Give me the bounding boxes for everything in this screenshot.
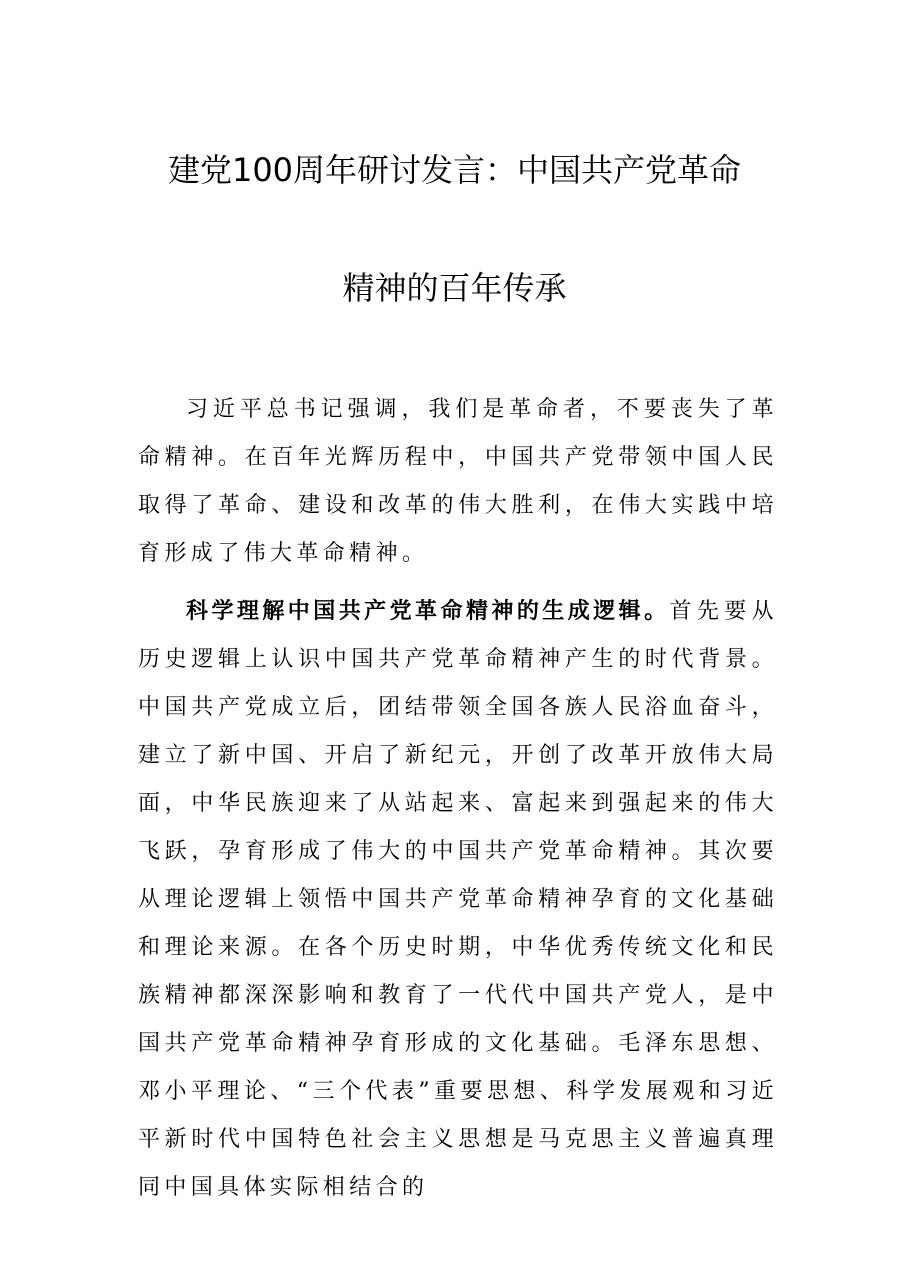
paragraph-intro: 习近平总书记强调，我们是革命者，不要丧失了革命精神。在百年光辉历程中，中国共产党带领中国人民取得了革命、建设和改革的伟大胜利，在伟大实践中培育形成了伟大革命精神。 <box>138 397 778 566</box>
paragraph-body: 首先要从历史逻辑上认识中国共产党革命精神产生的时代背景。中国共产党成立后，团结带领全国各族人民浴血奋斗，建立了新中国、开启了新纪元，开创了改革开放伟大局面，中华民族迎来了从站起来、富起来到强起来的伟大飞跃，孕育形成了伟大的中国共产党革命精神。其次要从理论逻辑上领悟中国共产党革命精神孕育的文化基础和理论来源。在各个历史时期，中华优秀传统文化和民族精神都深深影响和教育了一代代中国共产党人，是中国共产党革命精神孕育形成的文化基础。毛泽东思想、邓小平理论、“三个代表”重要思想、科学发展观和习近平新时代中国特色社会主义思想是马克思主义普遍真理同中国具体实际相结合的 <box>138 599 778 1200</box>
document-title-line-1: 建党100周年研讨发言：中国共产党革命 <box>167 151 742 189</box>
document-title-line-2: 精神的百年传承 <box>342 269 567 307</box>
paragraph-lead-heading: 科学理解中国共产党革命精神的生成逻辑。 <box>186 599 670 624</box>
paragraph-generation-logic <box>138 588 778 1208</box>
